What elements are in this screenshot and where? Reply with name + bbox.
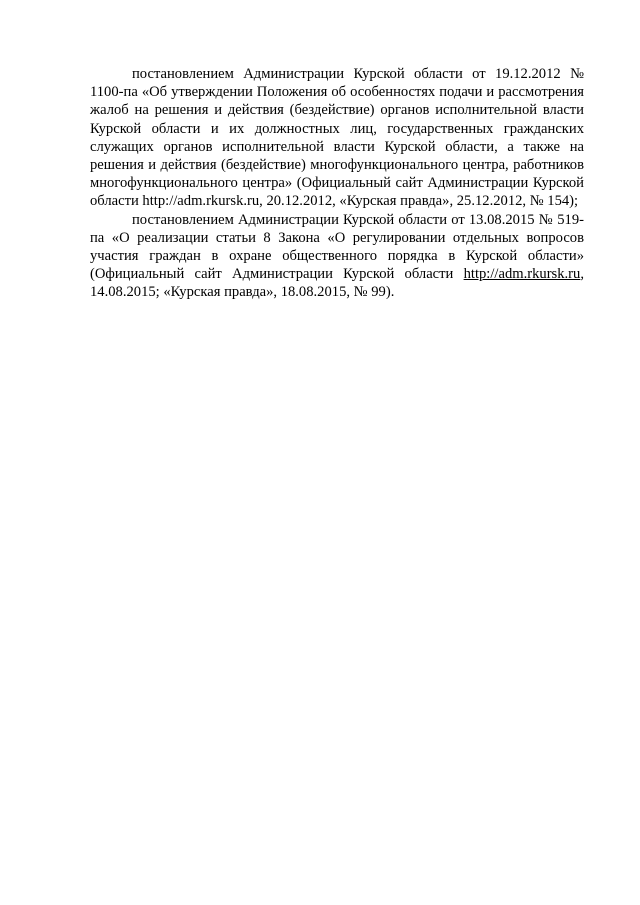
- paragraph-resolution-519-pa: [90, 211, 584, 302]
- official-site-link[interactable]: http://adm.rkursk.ru: [463, 266, 581, 283]
- paragraph-text-after-link: , 14.08.2015; «Курская правда», 18.08.2015, № 99).: [90, 266, 584, 301]
- paragraph-resolution-1100-pa: постановлением Администрации Курской области от 19.12.2012 № 1100-па «Об утверждении Положения об особенностях подачи и рассмотрения жалоб на решения и действия (бездействие) органов исполнительной власти Курской области и их должностных лиц, государственных гражданских служащих органов исполнительной власти Курской области, а также на решения и действия (бездействие) многофункционального центра, работников многофункционального центра» (Официальный сайт Администрации Курской области http://adm.rkursk.ru, 20.12.2012, «Курская правда», 25.12.2012, № 154);: [90, 66, 584, 210]
- document-body: [90, 65, 584, 302]
- paragraph-text-before-link: постановлением Администрации Курской области от 13.08.2015 № 519-па «О реализации статьи 8 Закона «О регулировании отдельных вопросов участия граждан в охране общественного порядка в Курской области» (Официальный сайт Администрации Курской области: [90, 211, 584, 283]
